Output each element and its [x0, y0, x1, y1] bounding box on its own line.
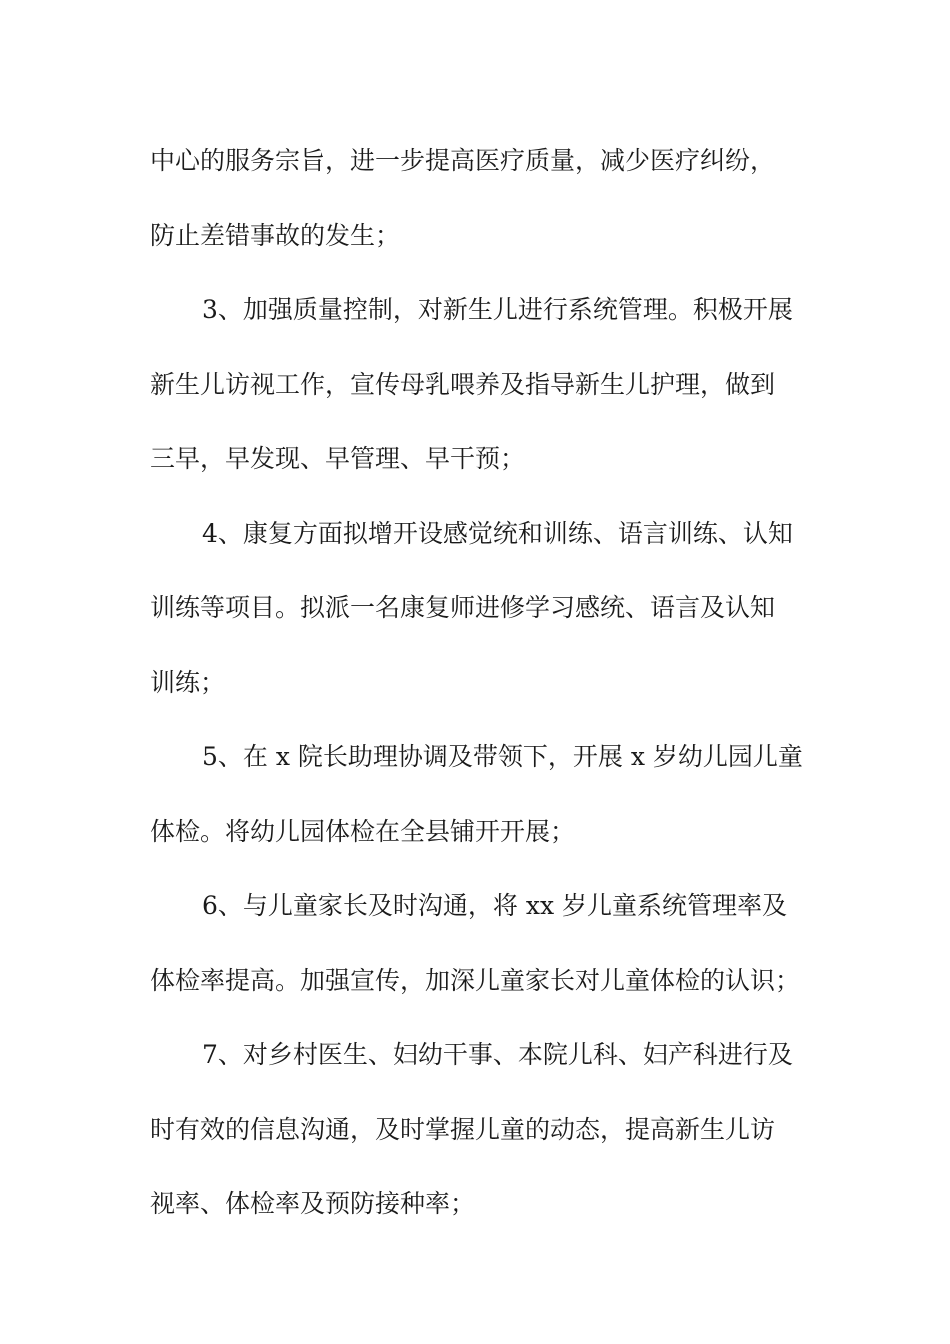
text-line: 时有效的信息沟通，及时掌握儿童的动态，提高新生儿访 [150, 1114, 776, 1144]
paragraph-item-5 [150, 720, 810, 869]
paragraph-item-6 [150, 869, 810, 1018]
text-line: 视率、体检率及预防接种率； [150, 1189, 476, 1218]
text-line: 训练； [150, 667, 226, 697]
paragraph-item-4 [150, 497, 810, 721]
text-line: 新生儿访视工作，宣传母乳喂养及指导新生儿护理，做到 [150, 369, 776, 399]
text-line: 3、加强质量控制，对新生儿进行系统管理。积极开展 [202, 295, 793, 324]
text-line: 4、康复方面拟增开设感觉统和训练、语言训练、认知 [202, 518, 793, 548]
paragraph-continued [150, 124, 810, 273]
text-line: 三早，早发现、早管理、早干预； [150, 444, 526, 473]
document-body [150, 124, 810, 1242]
text-line: 6、与儿童家长及时沟通，将 xx 岁儿童系统管理率及 [202, 891, 787, 920]
text-line: 中心的服务宗旨，进一步提高医疗质量，减少医疗纠纷， [150, 146, 776, 175]
text-line: 7、对乡村医生、妇幼干事、本院儿科、妇产科进行及 [202, 1040, 793, 1069]
text-line: 体检率提高。加强宣传，加深儿童家长对儿童体检的认识； [150, 965, 801, 995]
text-line: 体检。将幼儿园体检在全县铺开开展； [150, 816, 576, 846]
paragraph-item-7 [150, 1018, 810, 1242]
text-line: 训练等项目。拟派一名康复师进修学习感统、语言及认知 [150, 593, 776, 622]
text-line: 5、在 x 院长助理协调及带领下，开展 x 岁幼儿园儿童 [202, 742, 803, 771]
text-line: 防止差错事故的发生； [150, 220, 401, 250]
paragraph-item-3 [150, 273, 810, 497]
